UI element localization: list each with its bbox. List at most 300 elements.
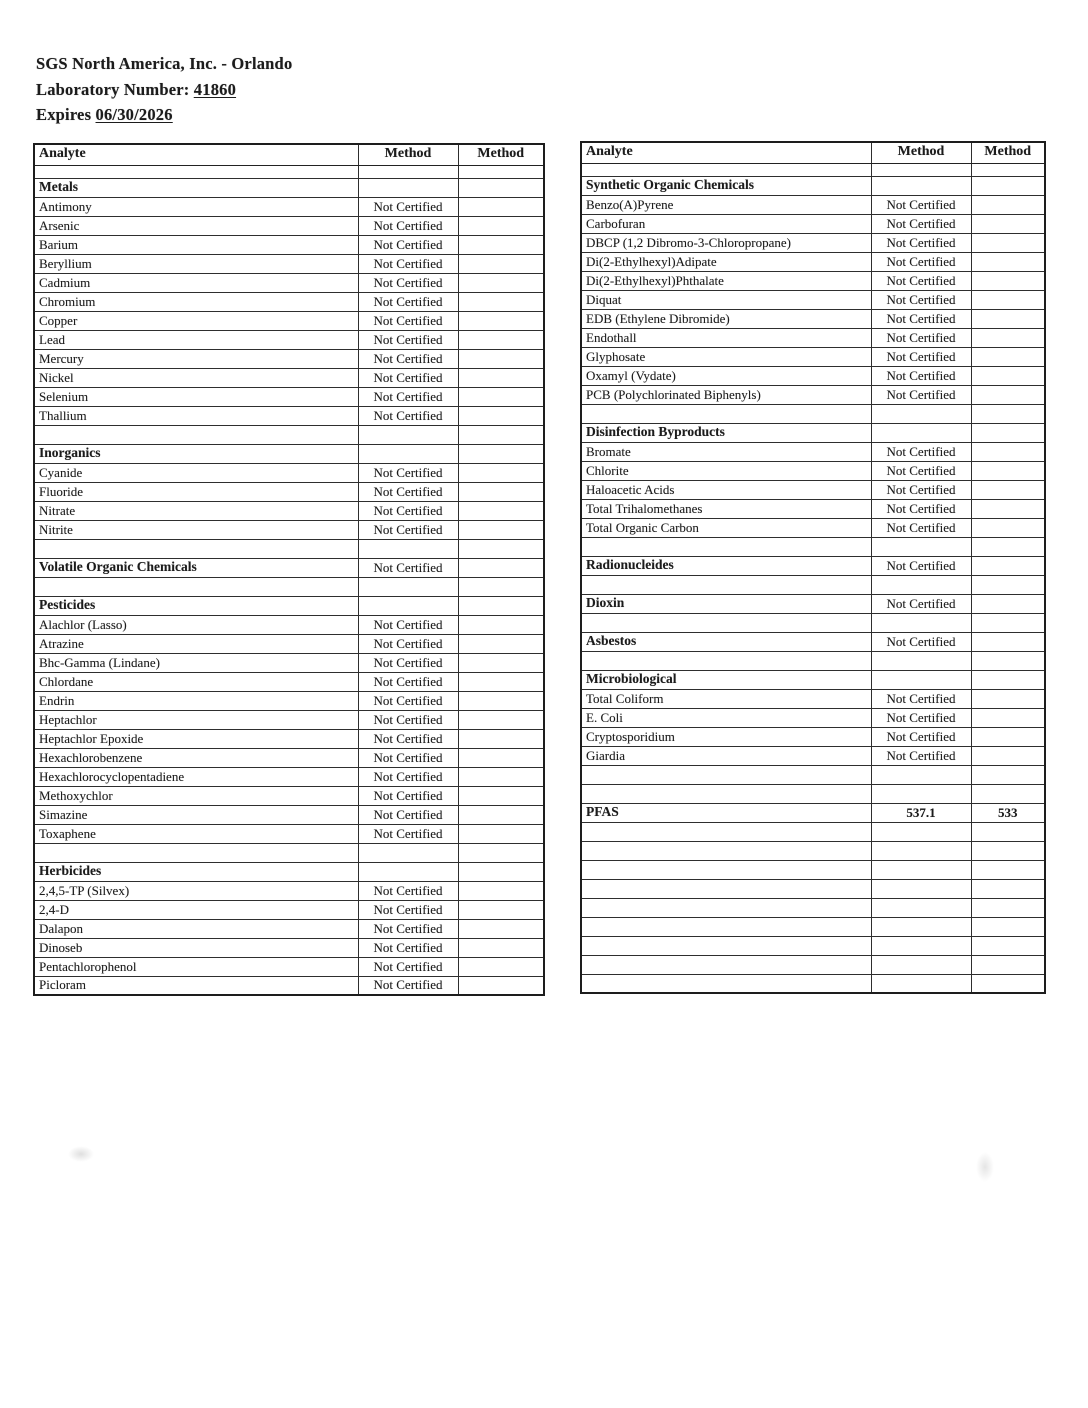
blank-row bbox=[34, 577, 544, 596]
method-cell: Not Certified bbox=[358, 197, 458, 216]
method2-cell bbox=[458, 368, 544, 387]
method-cell bbox=[358, 165, 458, 178]
analyte-cell: Disinfection Byproducts bbox=[581, 423, 871, 442]
certification-tables bbox=[33, 143, 1046, 996]
section-row bbox=[581, 594, 1045, 613]
method-cell bbox=[871, 404, 971, 423]
analyte-row bbox=[34, 197, 544, 216]
method-cell bbox=[358, 444, 458, 463]
method-cell: Not Certified bbox=[871, 727, 971, 746]
blank-row bbox=[581, 537, 1045, 556]
analyte-cell: Dalapon bbox=[34, 919, 358, 938]
analyte-cell: Oxamyl (Vydate) bbox=[581, 366, 871, 385]
analyte-cell: Synthetic Organic Chemicals bbox=[581, 176, 871, 195]
method2-cell bbox=[458, 938, 544, 957]
column-header-analyte: Analyte bbox=[34, 144, 358, 165]
analyte-cell: Copper bbox=[34, 311, 358, 330]
method2-cell bbox=[971, 214, 1045, 233]
method2-cell bbox=[458, 349, 544, 368]
method2-cell bbox=[971, 860, 1045, 879]
analyte-cell: Giardia bbox=[581, 746, 871, 765]
analyte-row bbox=[34, 273, 544, 292]
analyte-row bbox=[34, 957, 544, 976]
analyte-row bbox=[581, 480, 1045, 499]
method-cell: Not Certified bbox=[358, 482, 458, 501]
section-row bbox=[34, 558, 544, 577]
analyte-cell: Microbiological bbox=[581, 670, 871, 689]
method2-cell bbox=[971, 195, 1045, 214]
analyte-cell: E. Coli bbox=[581, 708, 871, 727]
analyte-cell bbox=[34, 425, 358, 444]
blank-row bbox=[34, 165, 544, 178]
method-cell: Not Certified bbox=[358, 672, 458, 691]
section-row bbox=[34, 444, 544, 463]
method-cell bbox=[871, 784, 971, 803]
method-cell: Not Certified bbox=[358, 368, 458, 387]
method-cell: Not Certified bbox=[358, 330, 458, 349]
method-cell: Not Certified bbox=[871, 632, 971, 651]
method2-cell bbox=[971, 651, 1045, 670]
method2-cell bbox=[458, 235, 544, 254]
analyte-cell: Haloacetic Acids bbox=[581, 480, 871, 499]
analyte-row bbox=[581, 233, 1045, 252]
blank-row bbox=[34, 539, 544, 558]
method-cell: Not Certified bbox=[358, 406, 458, 425]
analyte-cell: Heptachlor Epoxide bbox=[34, 729, 358, 748]
method-cell: Not Certified bbox=[358, 900, 458, 919]
method-cell: Not Certified bbox=[871, 461, 971, 480]
method-cell bbox=[871, 651, 971, 670]
method2-cell bbox=[971, 404, 1045, 423]
blank-row bbox=[581, 917, 1045, 936]
method-cell: Not Certified bbox=[358, 729, 458, 748]
method-cell bbox=[871, 537, 971, 556]
analyte-cell: Thallium bbox=[34, 406, 358, 425]
analyte-cell: Fluoride bbox=[34, 482, 358, 501]
analyte-cell bbox=[581, 651, 871, 670]
method2-cell bbox=[458, 615, 544, 634]
analyte-cell: Bhc-Gamma (Lindane) bbox=[34, 653, 358, 672]
method2-cell bbox=[971, 632, 1045, 651]
analyte-cell: DBCP (1,2 Dibromo-3-Chloropropane) bbox=[581, 233, 871, 252]
analyte-cell bbox=[581, 860, 871, 879]
analyte-cell: Carbofuran bbox=[581, 214, 871, 233]
analyte-cell: Atrazine bbox=[34, 634, 358, 653]
analyte-row bbox=[581, 689, 1045, 708]
method2-cell bbox=[971, 176, 1045, 195]
analyte-row bbox=[34, 672, 544, 691]
analyte-cell: PFAS bbox=[581, 803, 871, 822]
analyte-cell bbox=[34, 843, 358, 862]
method-cell: Not Certified bbox=[358, 311, 458, 330]
method-cell bbox=[871, 765, 971, 784]
method2-cell bbox=[458, 862, 544, 881]
analyte-cell: Mercury bbox=[34, 349, 358, 368]
column-header-row bbox=[34, 144, 544, 165]
method-cell: Not Certified bbox=[358, 387, 458, 406]
section-row bbox=[581, 803, 1045, 822]
method-cell bbox=[358, 596, 458, 615]
method-cell: 537.1 bbox=[871, 803, 971, 822]
analyte-row bbox=[34, 919, 544, 938]
method-cell bbox=[358, 178, 458, 197]
analyte-row bbox=[34, 900, 544, 919]
analyte-cell: Endothall bbox=[581, 328, 871, 347]
method-cell: Not Certified bbox=[358, 349, 458, 368]
analyte-row bbox=[34, 634, 544, 653]
analyte-row bbox=[581, 214, 1045, 233]
method2-cell bbox=[458, 976, 544, 995]
method2-cell bbox=[971, 480, 1045, 499]
method-cell: Not Certified bbox=[358, 786, 458, 805]
method-cell bbox=[358, 539, 458, 558]
method-cell bbox=[358, 425, 458, 444]
method-cell: Not Certified bbox=[358, 748, 458, 767]
method2-cell bbox=[971, 290, 1045, 309]
method2-cell bbox=[458, 558, 544, 577]
analyte-cell bbox=[581, 163, 871, 176]
method2-cell bbox=[971, 955, 1045, 974]
analyte-cell: Hexachlorocyclopentadiene bbox=[34, 767, 358, 786]
analyte-row bbox=[34, 406, 544, 425]
analyte-cell bbox=[581, 898, 871, 917]
method-cell: Not Certified bbox=[871, 347, 971, 366]
method-cell: Not Certified bbox=[358, 805, 458, 824]
document-header bbox=[36, 56, 292, 133]
analyte-row bbox=[581, 309, 1045, 328]
blank-row bbox=[581, 575, 1045, 594]
analyte-row bbox=[34, 938, 544, 957]
method-cell bbox=[871, 176, 971, 195]
method2-cell bbox=[458, 463, 544, 482]
method2-cell bbox=[971, 442, 1045, 461]
analyte-cell bbox=[581, 841, 871, 860]
method2-cell bbox=[971, 575, 1045, 594]
method-cell: Not Certified bbox=[358, 292, 458, 311]
method2-cell bbox=[971, 347, 1045, 366]
method-cell: Not Certified bbox=[358, 235, 458, 254]
analyte-row bbox=[34, 292, 544, 311]
method2-cell bbox=[458, 710, 544, 729]
method-cell: Not Certified bbox=[871, 271, 971, 290]
analyte-row bbox=[34, 368, 544, 387]
method-cell: Not Certified bbox=[358, 919, 458, 938]
method2-cell bbox=[458, 957, 544, 976]
method2-cell bbox=[458, 197, 544, 216]
laboratory-number-line bbox=[36, 79, 292, 99]
analyte-row bbox=[581, 290, 1045, 309]
analyte-cell: Herbicides bbox=[34, 862, 358, 881]
method-cell: Not Certified bbox=[871, 290, 971, 309]
analyte-row bbox=[34, 387, 544, 406]
analyte-cell bbox=[581, 936, 871, 955]
analyte-row bbox=[34, 254, 544, 273]
method2-cell bbox=[458, 824, 544, 843]
analyte-cell: Pentachlorophenol bbox=[34, 957, 358, 976]
method-cell: Not Certified bbox=[358, 710, 458, 729]
method2-cell bbox=[458, 482, 544, 501]
company-name: SGS North America, Inc. - Orlando bbox=[36, 54, 293, 73]
method2-cell bbox=[971, 423, 1045, 442]
method2-cell bbox=[458, 311, 544, 330]
method2-cell bbox=[971, 385, 1045, 404]
analyte-row bbox=[34, 463, 544, 482]
method-cell bbox=[358, 843, 458, 862]
method2-cell bbox=[971, 163, 1045, 176]
method2-cell bbox=[971, 613, 1045, 632]
method-cell bbox=[871, 575, 971, 594]
method2-cell bbox=[458, 501, 544, 520]
method-cell: Not Certified bbox=[358, 691, 458, 710]
analyte-cell: Cryptosporidium bbox=[581, 727, 871, 746]
analyte-cell: 2,4-D bbox=[34, 900, 358, 919]
method2-cell bbox=[458, 254, 544, 273]
analyte-cell: Simazine bbox=[34, 805, 358, 824]
analyte-cell: Nitrate bbox=[34, 501, 358, 520]
analyte-row bbox=[581, 442, 1045, 461]
method2-cell bbox=[971, 746, 1045, 765]
method-cell: Not Certified bbox=[358, 254, 458, 273]
blank-row bbox=[581, 404, 1045, 423]
analyte-row bbox=[581, 347, 1045, 366]
method-cell bbox=[871, 955, 971, 974]
method-cell: Not Certified bbox=[871, 252, 971, 271]
method-cell bbox=[871, 898, 971, 917]
method-cell: Not Certified bbox=[358, 273, 458, 292]
analyte-row bbox=[34, 748, 544, 767]
method-cell bbox=[871, 163, 971, 176]
method2-cell bbox=[458, 691, 544, 710]
column-header-row bbox=[581, 142, 1045, 163]
method-cell bbox=[871, 917, 971, 936]
analyte-cell: PCB (Polychlorinated Biphenyls) bbox=[581, 385, 871, 404]
analyte-row bbox=[581, 271, 1045, 290]
method2-cell bbox=[458, 444, 544, 463]
scan-artifact bbox=[976, 1152, 994, 1182]
method2-cell bbox=[458, 330, 544, 349]
analyte-cell: Nitrite bbox=[34, 520, 358, 539]
analyte-row bbox=[581, 461, 1045, 480]
method2-cell bbox=[971, 670, 1045, 689]
analyte-row bbox=[34, 976, 544, 995]
method-cell: Not Certified bbox=[358, 957, 458, 976]
method2-cell bbox=[458, 387, 544, 406]
analyte-cell: Arsenic bbox=[34, 216, 358, 235]
analyte-cell bbox=[581, 955, 871, 974]
analyte-row bbox=[581, 727, 1045, 746]
method-cell: Not Certified bbox=[358, 976, 458, 995]
section-row bbox=[581, 632, 1045, 651]
method2-cell bbox=[971, 879, 1045, 898]
analyte-row bbox=[34, 216, 544, 235]
blank-row bbox=[34, 843, 544, 862]
method2-cell bbox=[458, 425, 544, 444]
analyte-cell: Dinoseb bbox=[34, 938, 358, 957]
method-cell bbox=[871, 841, 971, 860]
method-cell: Not Certified bbox=[358, 881, 458, 900]
method2-cell bbox=[971, 556, 1045, 575]
method2-cell bbox=[971, 328, 1045, 347]
analyte-cell: Cyanide bbox=[34, 463, 358, 482]
method2-cell bbox=[971, 461, 1045, 480]
method2-cell bbox=[971, 271, 1045, 290]
analyte-cell: Barium bbox=[34, 235, 358, 254]
method-cell: Not Certified bbox=[871, 556, 971, 575]
analyte-row bbox=[34, 501, 544, 520]
method-cell: Not Certified bbox=[871, 518, 971, 537]
blank-row bbox=[581, 784, 1045, 803]
analyte-row bbox=[34, 349, 544, 368]
method2-cell bbox=[971, 537, 1045, 556]
analyte-cell bbox=[581, 404, 871, 423]
analyte-cell bbox=[34, 577, 358, 596]
section-row bbox=[34, 596, 544, 615]
method-cell: Not Certified bbox=[358, 520, 458, 539]
analyte-cell: Selenium bbox=[34, 387, 358, 406]
method2-cell bbox=[971, 233, 1045, 252]
method2-cell bbox=[971, 594, 1045, 613]
method-cell: Not Certified bbox=[358, 463, 458, 482]
analyte-cell: Total Coliform bbox=[581, 689, 871, 708]
analyte-cell: EDB (Ethylene Dibromide) bbox=[581, 309, 871, 328]
method2-cell bbox=[458, 406, 544, 425]
method-cell: Not Certified bbox=[871, 214, 971, 233]
method2-cell bbox=[458, 881, 544, 900]
method-cell: Not Certified bbox=[358, 615, 458, 634]
laboratory-number-label: Laboratory Number: bbox=[36, 79, 190, 99]
analyte-row bbox=[34, 311, 544, 330]
analyte-cell bbox=[34, 165, 358, 178]
method2-cell bbox=[458, 165, 544, 178]
analyte-row bbox=[34, 729, 544, 748]
method-cell: Not Certified bbox=[871, 594, 971, 613]
method2-cell bbox=[458, 577, 544, 596]
method2-cell bbox=[458, 634, 544, 653]
method-cell bbox=[871, 670, 971, 689]
column-header-method: Method bbox=[971, 142, 1045, 163]
analyte-table-left bbox=[33, 143, 545, 996]
method-cell bbox=[871, 423, 971, 442]
analyte-cell: Diquat bbox=[581, 290, 871, 309]
blank-row bbox=[581, 765, 1045, 784]
column-header-method: Method bbox=[871, 142, 971, 163]
method2-cell bbox=[971, 689, 1045, 708]
column-header-method: Method bbox=[458, 144, 544, 165]
method-cell: Not Certified bbox=[358, 824, 458, 843]
method2-cell bbox=[458, 748, 544, 767]
analyte-cell bbox=[581, 765, 871, 784]
method-cell: Not Certified bbox=[358, 216, 458, 235]
analyte-row bbox=[34, 235, 544, 254]
blank-row bbox=[581, 879, 1045, 898]
method2-cell bbox=[458, 216, 544, 235]
method2-cell bbox=[458, 273, 544, 292]
analyte-row bbox=[34, 330, 544, 349]
method-cell bbox=[871, 613, 971, 632]
method2-cell bbox=[458, 653, 544, 672]
analyte-cell: Picloram bbox=[34, 976, 358, 995]
analyte-cell: Toxaphene bbox=[34, 824, 358, 843]
analyte-row bbox=[34, 653, 544, 672]
analyte-cell: Chlorite bbox=[581, 461, 871, 480]
analyte-cell: Pesticides bbox=[34, 596, 358, 615]
analyte-cell bbox=[581, 537, 871, 556]
blank-row bbox=[581, 898, 1045, 917]
method2-cell bbox=[971, 917, 1045, 936]
analyte-cell: 2,4,5-TP (Silvex) bbox=[34, 881, 358, 900]
method-cell: Not Certified bbox=[871, 385, 971, 404]
method-cell: Not Certified bbox=[358, 767, 458, 786]
method-cell: Not Certified bbox=[871, 746, 971, 765]
analyte-cell: Total Trihalomethanes bbox=[581, 499, 871, 518]
method-cell: Not Certified bbox=[358, 634, 458, 653]
analyte-row bbox=[34, 615, 544, 634]
expires-line bbox=[36, 107, 292, 124]
analyte-row bbox=[581, 708, 1045, 727]
analyte-row bbox=[34, 805, 544, 824]
analyte-cell: Benzo(A)Pyrene bbox=[581, 195, 871, 214]
method2-cell bbox=[971, 708, 1045, 727]
method2-cell bbox=[458, 178, 544, 197]
analyte-row bbox=[581, 195, 1045, 214]
expires-label: Expires bbox=[36, 105, 92, 124]
method2-cell bbox=[971, 252, 1045, 271]
method2-cell bbox=[458, 786, 544, 805]
analyte-row bbox=[34, 824, 544, 843]
analyte-cell: Di(2-Ethylhexyl)Phthalate bbox=[581, 271, 871, 290]
method2-cell bbox=[458, 900, 544, 919]
method2-cell bbox=[458, 596, 544, 615]
section-row bbox=[581, 176, 1045, 195]
analyte-cell: Chromium bbox=[34, 292, 358, 311]
analyte-row bbox=[581, 518, 1045, 537]
method-cell: Not Certified bbox=[871, 233, 971, 252]
analyte-row bbox=[34, 881, 544, 900]
method2-cell bbox=[971, 518, 1045, 537]
method2-cell bbox=[971, 499, 1045, 518]
method2-cell bbox=[971, 765, 1045, 784]
analyte-cell bbox=[34, 539, 358, 558]
analyte-cell: Asbestos bbox=[581, 632, 871, 651]
method2-cell bbox=[971, 309, 1045, 328]
expires-value: 06/30/2026 bbox=[95, 105, 173, 124]
blank-row bbox=[581, 651, 1045, 670]
method-cell bbox=[358, 577, 458, 596]
method-cell bbox=[871, 879, 971, 898]
analyte-cell: Total Organic Carbon bbox=[581, 518, 871, 537]
method-cell: Not Certified bbox=[871, 442, 971, 461]
analyte-cell bbox=[581, 917, 871, 936]
analyte-row bbox=[34, 767, 544, 786]
analyte-cell: Cadmium bbox=[34, 273, 358, 292]
analyte-row bbox=[34, 520, 544, 539]
method-cell: Not Certified bbox=[871, 195, 971, 214]
method2-cell bbox=[458, 672, 544, 691]
method-cell: Not Certified bbox=[871, 480, 971, 499]
blank-row bbox=[581, 974, 1045, 993]
analyte-cell bbox=[581, 974, 871, 993]
method-cell: Not Certified bbox=[871, 309, 971, 328]
column-header-analyte: Analyte bbox=[581, 142, 871, 163]
analyte-cell: Antimony bbox=[34, 197, 358, 216]
section-row bbox=[34, 862, 544, 881]
analyte-row bbox=[34, 710, 544, 729]
section-row bbox=[581, 556, 1045, 575]
analyte-cell bbox=[581, 613, 871, 632]
blank-row bbox=[581, 860, 1045, 879]
method-cell: Not Certified bbox=[358, 558, 458, 577]
section-row bbox=[34, 178, 544, 197]
